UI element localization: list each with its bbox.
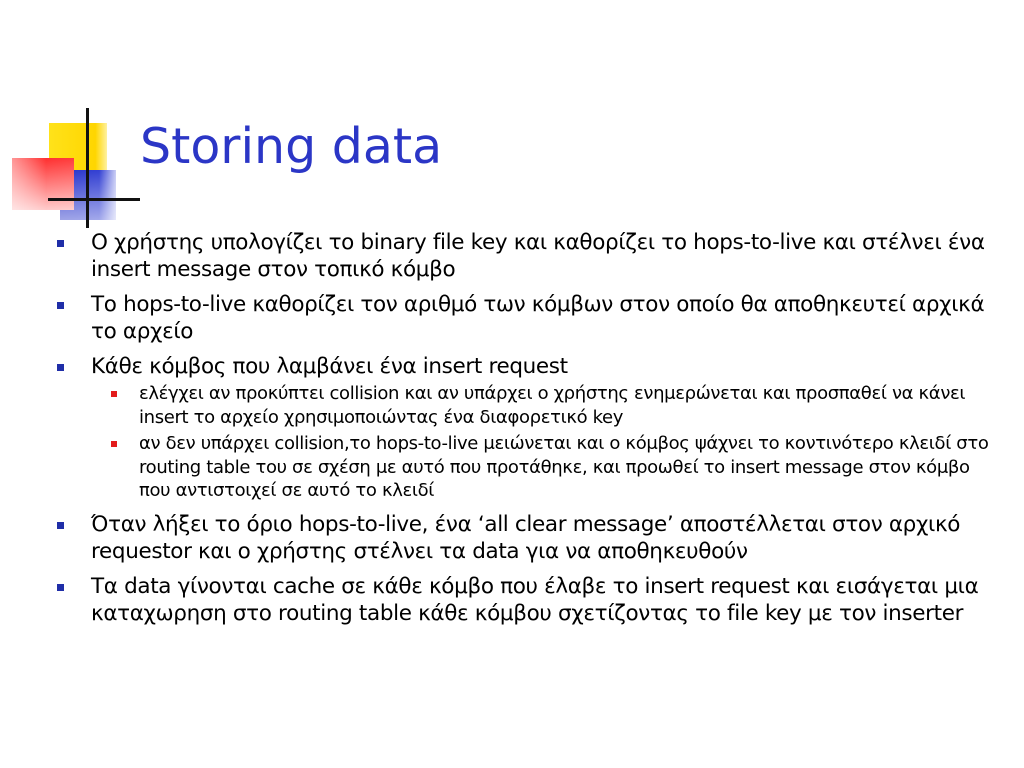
square-bullet-icon <box>57 302 64 309</box>
sub-list-item <box>91 382 996 429</box>
red-square-bullet-icon <box>111 441 117 447</box>
list-item-text: Κάθε κόμβος που λαμβάνει ένα insert request <box>91 354 568 379</box>
square-bullet-icon <box>57 522 64 529</box>
sub-list-item-text: ελέγχει αν προκύπτει collision και αν υπάρχει ο χρήστης ενημερώνεται και προσπαθεί να κάνει insert το αρχείο χρησιμοποιώντας ένα διαφορετικό key <box>139 383 966 428</box>
list-item-text: Τα data γίνονται cache σε κάθε κόμβο που έλαβε το insert request και εισάγεται μια καταχωρηση στο routing table κάθε κόμβου σχετίζοντας το file key με τον inserter <box>91 573 979 626</box>
square-bullet-icon <box>57 364 64 371</box>
square-bullet-icon <box>57 584 64 591</box>
list-item <box>56 353 996 503</box>
slide-title: Storing data <box>140 118 443 175</box>
list-item <box>56 573 996 627</box>
sub-list-item-text: αν δεν υπάρχει collision,το hops-to-live μειώνεται και ο κόμβος ψάχνει το κοντινότερο κλειδί στο routing table του σε σχέση με αυτό που προτάθηκε, και προωθεί το insert message στον κόμβο που αντιστοιχεί σε αυτό το κλειδί <box>139 433 989 501</box>
square-bullet-icon <box>57 240 64 247</box>
list-item <box>56 229 996 283</box>
sub-bullet-list <box>91 382 996 503</box>
list-item-text: Ο χρήστης υπολογίζει το binary file key και καθορίζει το hops-to-live και στέλνει ένα insert message στον τοπικό κόμβο <box>91 230 985 282</box>
sub-list-item <box>91 432 996 503</box>
corner-decoration-graphic <box>0 0 150 240</box>
list-item <box>56 511 996 565</box>
list-item <box>56 291 996 345</box>
list-item-text: Όταν λήξει το όριο hops-to-live, ένα ‘all clear message’ αποστέλλεται στον αρχικό requestor και ο χρήστης στέλνει τα data για να αποθηκευθούν <box>91 511 961 564</box>
red-square-bullet-icon <box>111 391 117 397</box>
bullet-list <box>56 229 996 635</box>
list-item-text: Το hops-to-live καθορίζει τον αριθμό των κόμβων στον οποίο θα αποθηκευτεί αρχικά το αρχείο <box>91 292 985 344</box>
